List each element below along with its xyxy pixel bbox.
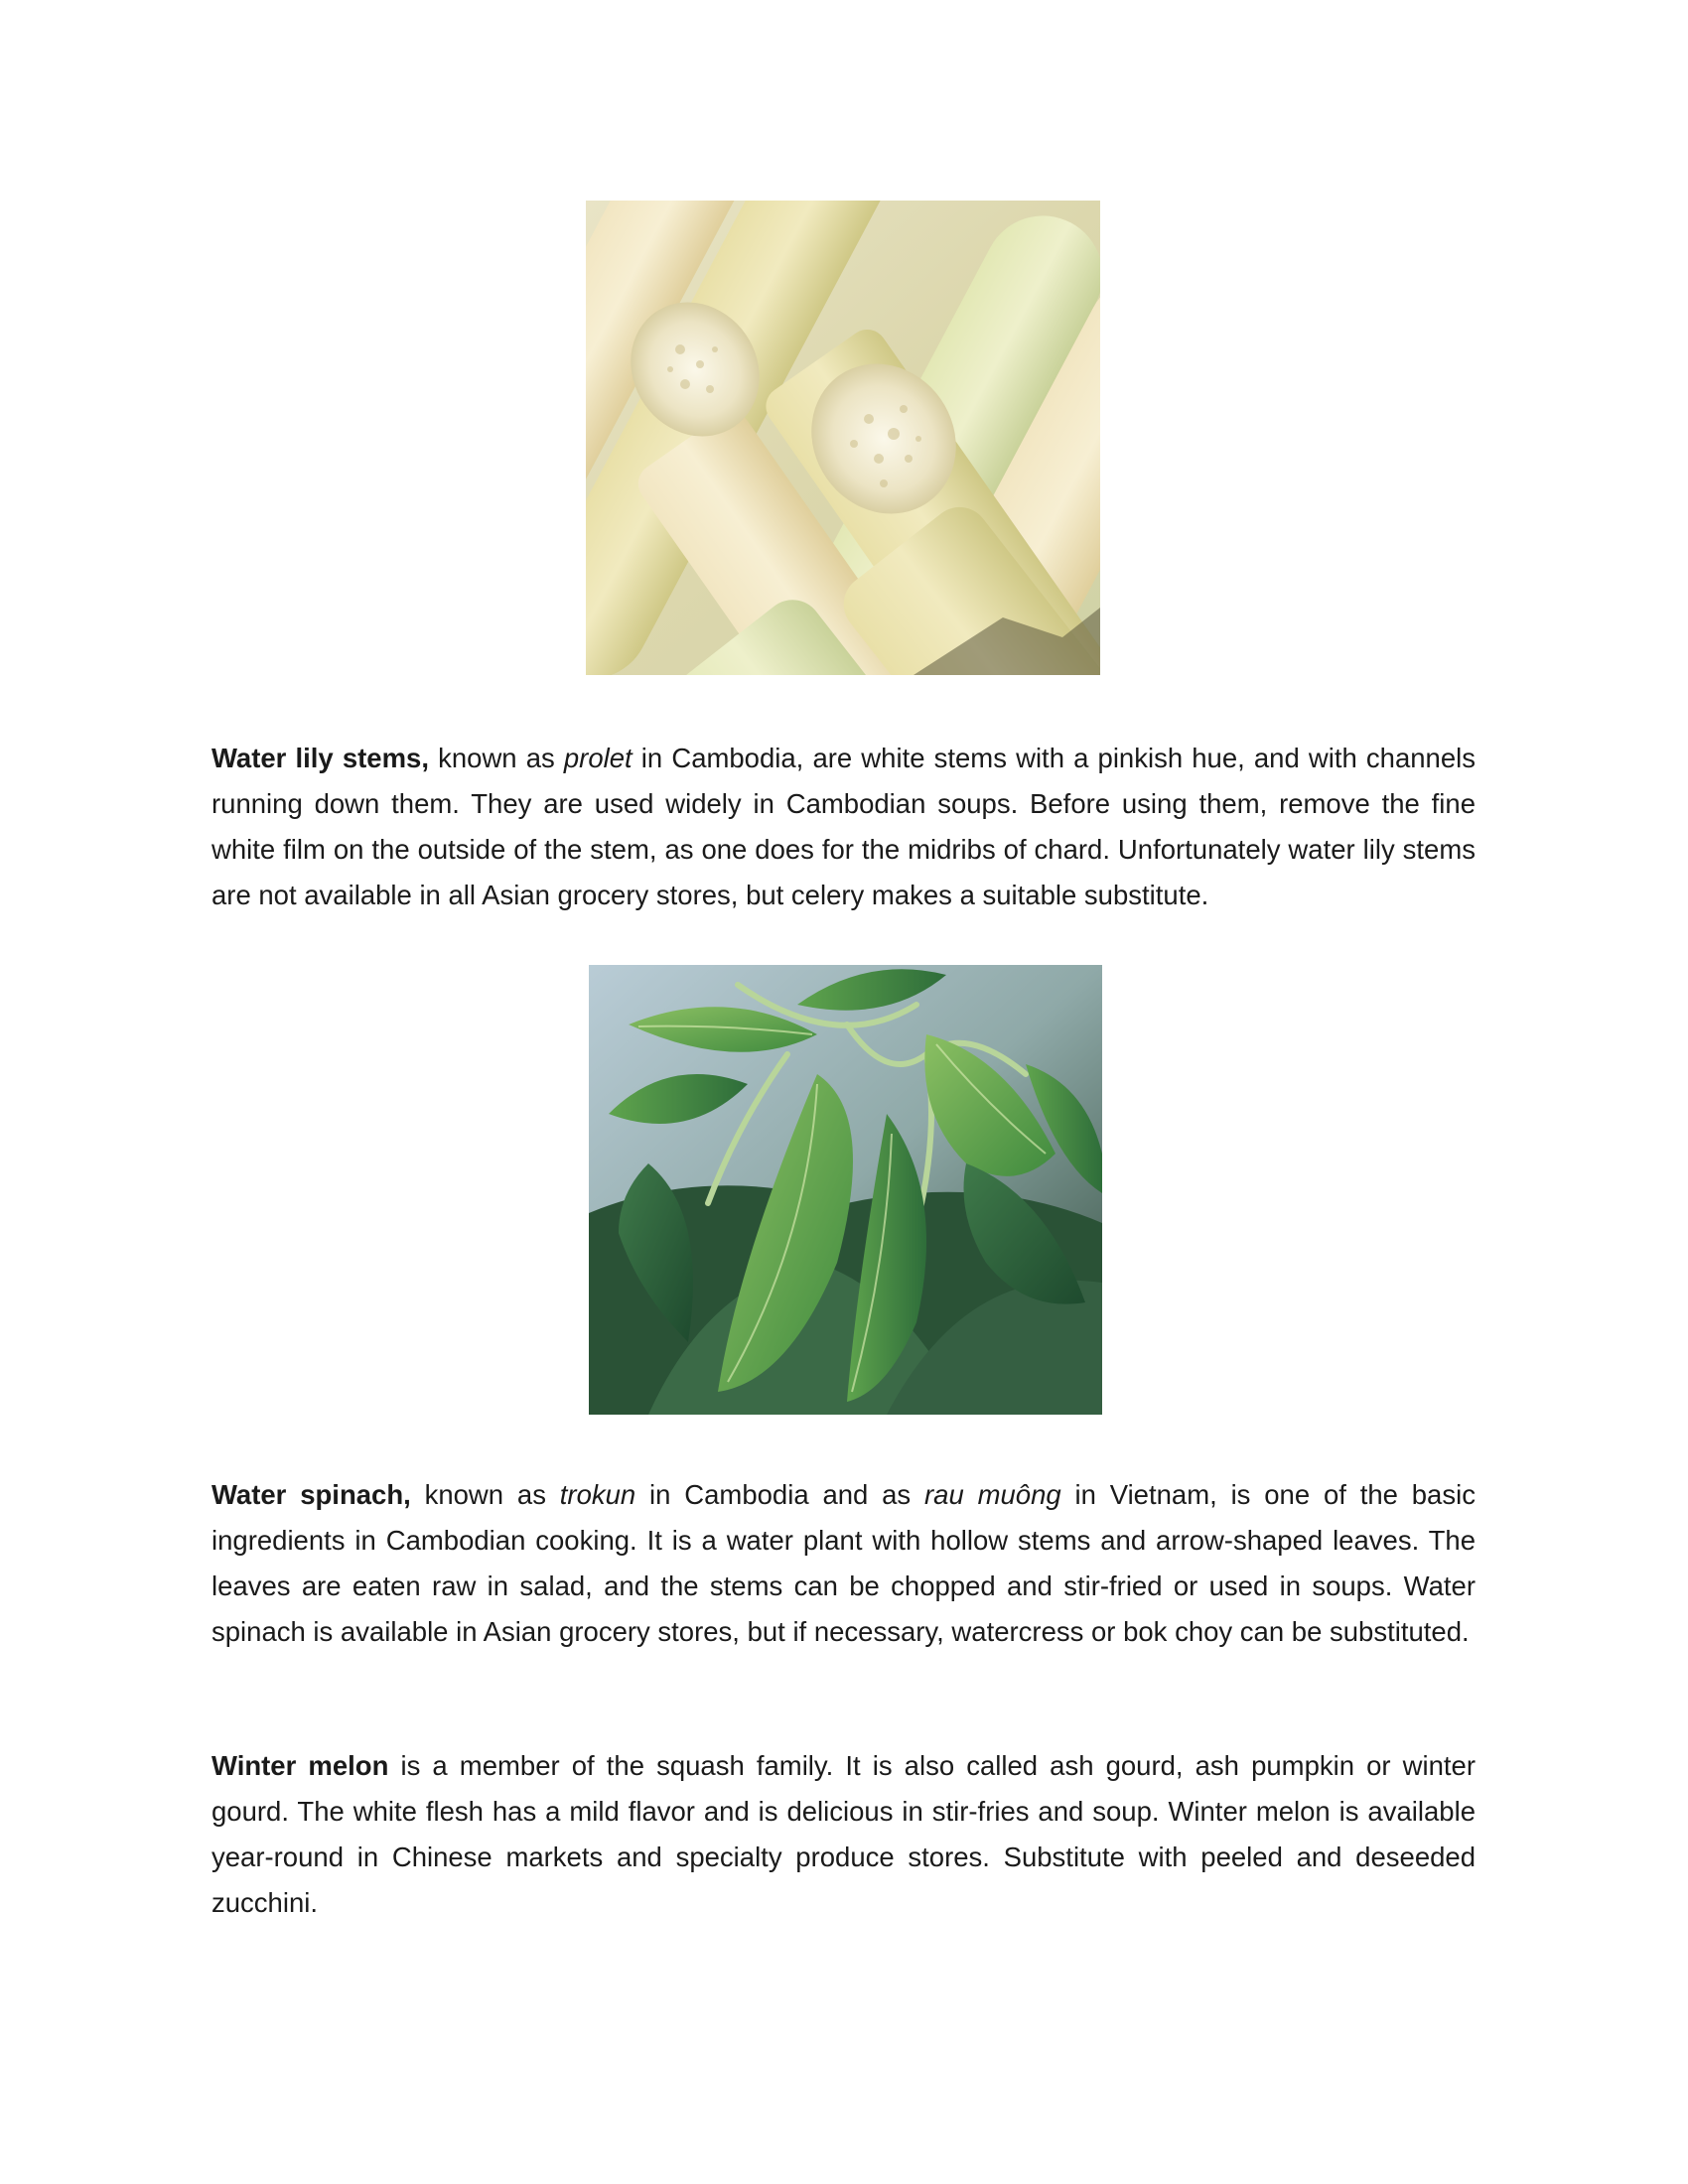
entry-text: is a member of the squash family. It is also called ash gourd, ash pumpkin or winter gourd. The white flesh has a mild flavor and is delicious in stir-fries and soup. Winter melon is available year-round in Chinese markets and specialty produce stores. Substitute with peeled and deseeded zucchini. [211, 1750, 1476, 1918]
water-lily-stems-entry [211, 736, 1476, 918]
water-lily-stems-photo [586, 201, 1100, 675]
term-winter-melon: Winter melon [211, 1750, 389, 1781]
entry-text: in Cambodia and as [635, 1479, 925, 1510]
winter-melon-entry [211, 1743, 1476, 1926]
term-water-spinach: Water spinach, [211, 1479, 411, 1510]
entry-text: in Vietnam, is one of the basic ingredients in Cambodian cooking. It is a water plant with hollow stems and arrow-shaped leaves. The leaves are eaten raw in salad, and the stems can be chopped and stir-fried or used in soups. Water spinach is available in Asian grocery stores, but if necessary, watercress or bok choy can be substituted. [211, 1479, 1476, 1647]
local-name-prolet: prolet [563, 743, 633, 773]
entry-text: known as [428, 743, 564, 773]
water-spinach-entry [211, 1472, 1476, 1655]
entry-text: in Cambodia, are white stems with a pinkish hue, and with channels running down them. They are used widely in Cambodian soups. Before using them, remove the fine white film on the outside of the stem, as one does for the midribs of chard. Unfortunately water lily stems are not available in all Asian grocery stores, but celery makes a suitable substitute. [211, 743, 1476, 910]
local-name-rau-muong: rau muông [924, 1479, 1061, 1510]
term-water-lily-stems: Water lily stems, [211, 743, 429, 773]
water-spinach-photo [589, 965, 1102, 1415]
entry-text: known as [410, 1479, 560, 1510]
local-name-trokun: trokun [559, 1479, 636, 1510]
